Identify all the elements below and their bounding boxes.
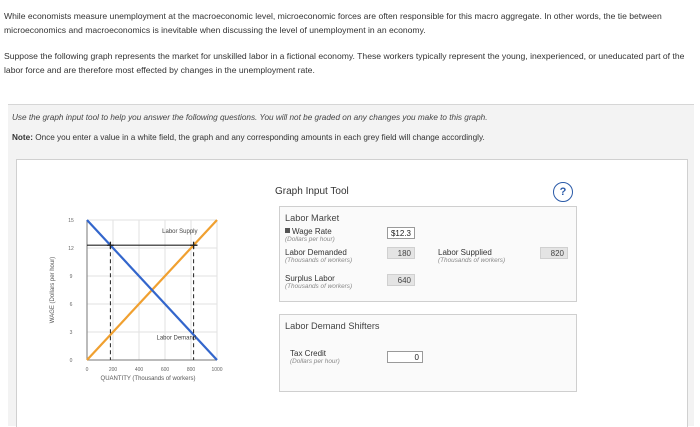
surplus-labor-unit: (Thousands of workers) [285,283,353,290]
x-axis-label: QUANTITY (Thousands of workers) [100,376,196,382]
intro-paragraph-2: Suppose the following graph represents the market for unskilled labor in a fictional economy. These workers typically represent the young, inexperienced, or uneducated part of the labor force and are therefore most effected by changes in the unemployment rate. [4,51,685,75]
drag-handle-icon [285,228,290,233]
labor-supplied-field: 820 [540,247,568,259]
instructions-text: Use the graph input tool to help you answer the following questions. You will not be graded on any changes you make to this graph. [12,113,488,122]
labor-market-chart[interactable] [27,170,252,398]
labor-demanded-field: 180 [387,247,415,259]
wage-rate-label: Wage Rate (Dollars per hour) [285,227,335,243]
intro-text [4,9,694,89]
surplus-labor-field: 640 [387,274,415,286]
note-text [12,133,485,142]
x-tick-label: 0 [85,367,89,373]
labor-market-graph[interactable] [27,170,252,398]
labor-demanded-unit: (Thousands of workers) [285,257,353,264]
tax-credit-unit: (Dollars per hour) [290,358,340,365]
labor-demand-shifters-panel [279,314,577,392]
labor-supplied-unit: (Thousands of workers) [438,257,506,264]
wage-rate-input[interactable]: $12.3 [387,227,415,239]
x-tick-label: 600 [160,367,170,373]
labor-demand-shifters-title: Labor Demand Shifters [285,321,380,331]
graph-input-tool-title: Graph Input Tool [275,186,349,197]
y-tick-label: 9 [69,274,73,280]
tax-credit-label: Tax Credit (Dollars per hour) [290,349,340,365]
tax-credit-input[interactable]: 0 [387,351,423,363]
labor-market-title: Labor Market [285,213,340,223]
graph-panel [8,104,694,426]
labor-supply-label: Labor Supply [162,229,198,236]
y-tick-label: 0 [69,358,73,364]
note-label: Note: [12,133,33,142]
surplus-labor-label: Surplus Labor (Thousands of workers) [285,274,355,291]
y-tick-label: 12 [68,246,74,252]
x-tick-label: 200 [108,367,118,373]
labor-demand-label: Labor Demand [156,335,197,342]
note-body: Once you enter a value in a white field, the graph and any corresponding amounts in each grey field will change accordingly. [32,133,485,142]
labor-demanded-label: Labor Demanded (Thousands of workers) [285,248,355,265]
x-tick-label: 1000 [211,367,223,373]
intro-paragraph-1: While economists measure unemployment at the macroeconomic level, microeconomic forces are often responsible for this macro aggregate. In other words, the tie between microeconomics and macroeconomics is inevitable when discussing the level of unemployment in an economy. [4,11,662,35]
help-icon[interactable]: ? [553,182,573,202]
labor-market-panel [279,206,577,302]
y-tick-label: 3 [69,330,73,336]
y-tick-label: 6 [69,302,73,308]
wage-rate-unit: (Dollars per hour) [285,236,335,243]
labor-supplied-label: Labor Supplied (Thousands of workers) [438,248,508,265]
y-axis-label: WAGE (Dollars per hour) [50,256,56,324]
x-tick-label: 400 [134,367,144,373]
x-tick-label: 800 [186,367,196,373]
graph-card [16,159,688,427]
y-tick-label: 15 [68,218,74,224]
